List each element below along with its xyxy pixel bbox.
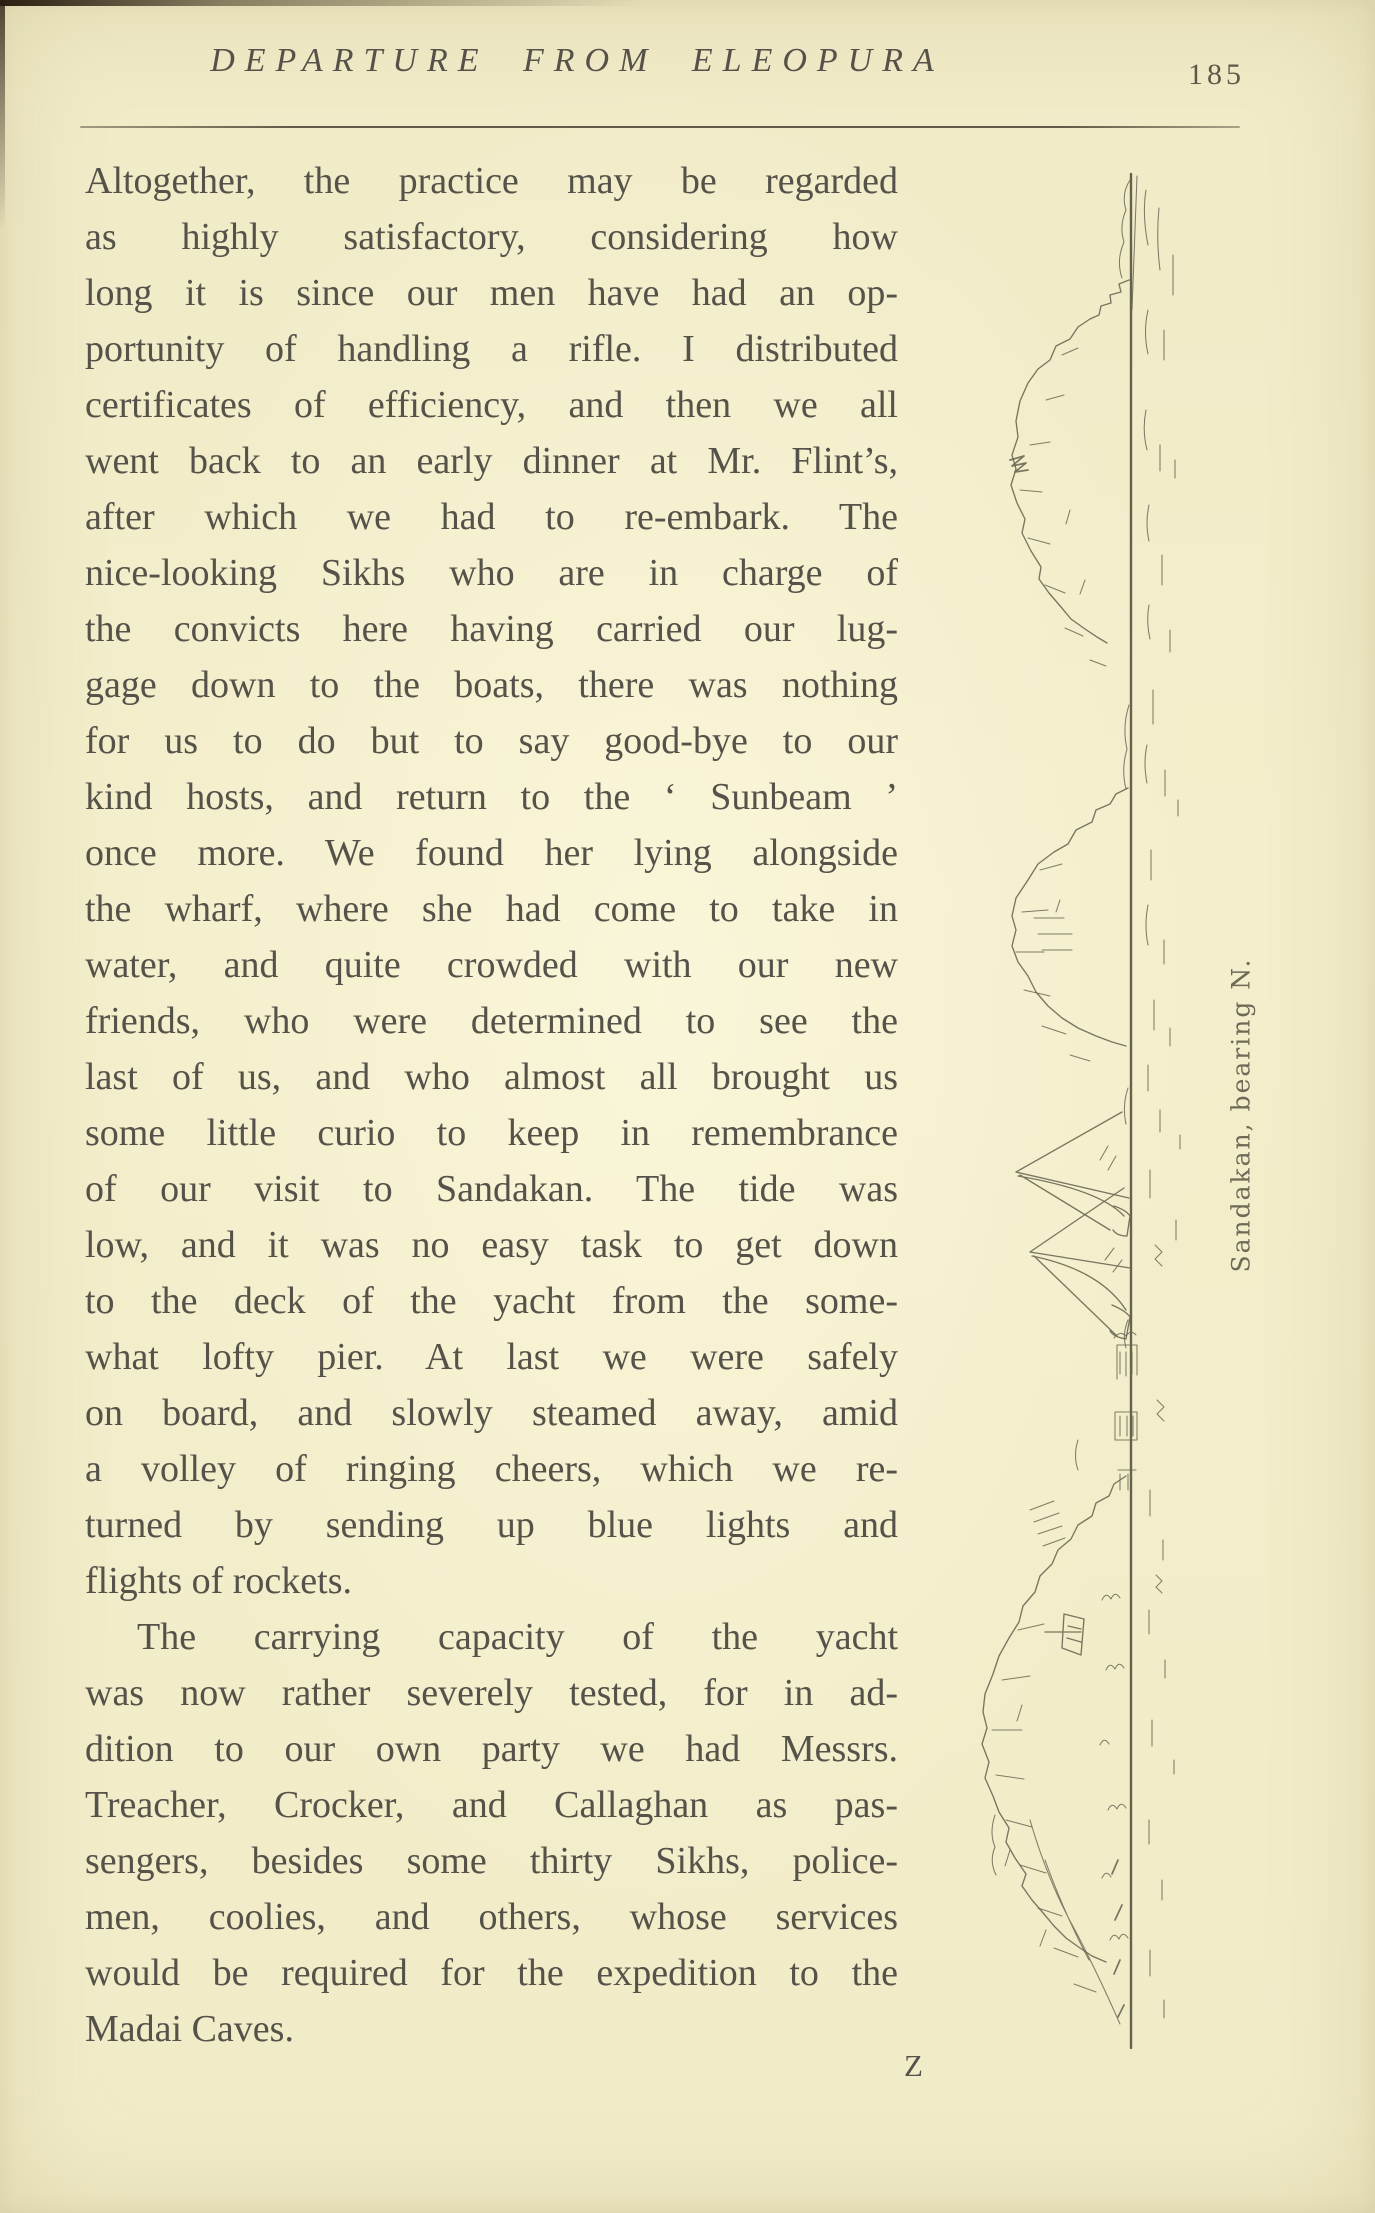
flag — [1045, 1614, 1084, 1655]
text-line: the convicts here having carried our lug- — [85, 608, 898, 650]
body-text — [85, 153, 898, 2057]
tail-strokes — [992, 1815, 1120, 2024]
coastline-sketch-illustration — [950, 160, 1230, 2060]
text-line: flights of rockets. — [85, 1560, 353, 1602]
text-line: some little curio to keep in remembrance — [85, 1112, 898, 1154]
boat-1 — [1016, 1112, 1130, 1236]
text-line: sengers, besides some thirty Sikhs, police- — [85, 1840, 898, 1882]
top-hill-dark-patch — [1010, 456, 1028, 472]
text-line: low, and it was no easy task to get down — [85, 1224, 898, 1266]
text-line: gage down to the boats, there was nothing — [85, 664, 898, 706]
text-line: a volley of ringing cheers, which we re- — [85, 1448, 898, 1490]
ridge-hatching — [992, 1501, 1096, 1992]
page-number: 185 — [1188, 58, 1245, 91]
top-hill-outline — [1011, 280, 1129, 643]
text-line: once more. We found her lying alongside — [85, 832, 898, 874]
second-hill-hatching — [1016, 864, 1090, 1061]
text-line: as highly satisfactory, considering how — [85, 216, 898, 258]
text-line: after which we had to re-embark. The — [85, 496, 898, 538]
scan-edge-top — [0, 0, 640, 6]
running-head-title: DEPARTURE FROM ELEOPURA — [210, 42, 944, 79]
text-line: long it is since our men have had an op- — [85, 272, 898, 314]
boat-2-sail-hatch — [1105, 1248, 1122, 1272]
text-line: The carrying capacity of the yacht — [137, 1616, 898, 1658]
ridge-trees — [1100, 1594, 1128, 1940]
water-strokes — [1144, 190, 1180, 2018]
text-line: turned by sending up blue lights and — [85, 1504, 898, 1546]
text-line: was now rather severely tested, for in ad- — [85, 1672, 898, 1714]
header-rule — [80, 126, 1240, 128]
text-line: went back to an early dinner at Mr. Flint’s, — [85, 440, 898, 482]
text-line: to the deck of the yacht from the some- — [85, 1280, 898, 1322]
text-line: for us to do but to say good-bye to our — [85, 720, 898, 762]
text-line: certificates of efficiency, and then we all — [85, 384, 898, 426]
coastline-sketch-svg — [950, 160, 1230, 2060]
text-line: the wharf, where she had come to take in — [85, 888, 898, 930]
text-line: men, coolies, and others, whose services — [85, 1896, 898, 1938]
text-line: nice-looking Sikhs who are in charge of — [85, 552, 898, 594]
text-line: Treacher, Crocker, and Callaghan as pas- — [85, 1784, 898, 1826]
wharf-structures — [1076, 1332, 1138, 1490]
ridge-outline — [982, 1476, 1126, 1962]
shore-squiggles — [1119, 180, 1130, 1348]
second-hill-outline — [1012, 788, 1128, 1046]
text-line: would be required for the expedition to the — [85, 1952, 898, 1994]
text-line: last of us, and who almost all brought us — [85, 1056, 898, 1098]
text-line: kind hosts, and return to the ‘ Sunbeam ’ — [85, 776, 898, 818]
top-hill-hatching — [1020, 348, 1106, 666]
ridge-dark-strokes — [1112, 1860, 1124, 2017]
text-line: of our visit to Sandakan. The tide was — [85, 1168, 898, 1210]
text-line: what lofty pier. At last we were safely — [85, 1336, 898, 1378]
text-line: water, and quite crowded with our new — [85, 944, 898, 986]
scan-edge-left — [0, 0, 5, 230]
text-line: dition to our own party we had Messrs. — [85, 1728, 898, 1770]
printer-signature-mark: Z — [904, 2048, 924, 2083]
text-line: on board, and slowly steamed away, amid — [85, 1392, 898, 1434]
text-line: friends, who were determined to see the — [85, 1000, 898, 1042]
boat-1-sail-hatch — [1100, 1146, 1116, 1170]
illustration-caption: Sandakan, bearing N. — [1226, 957, 1256, 1273]
text-line: portunity of handling a rifle. I distributed — [85, 328, 898, 370]
horizon-line-double — [1132, 176, 1137, 310]
text-line: Madai Caves. — [85, 2008, 294, 2050]
text-line: Altogether, the practice may be regarded — [85, 160, 898, 202]
boat-2 — [1030, 1188, 1130, 1339]
